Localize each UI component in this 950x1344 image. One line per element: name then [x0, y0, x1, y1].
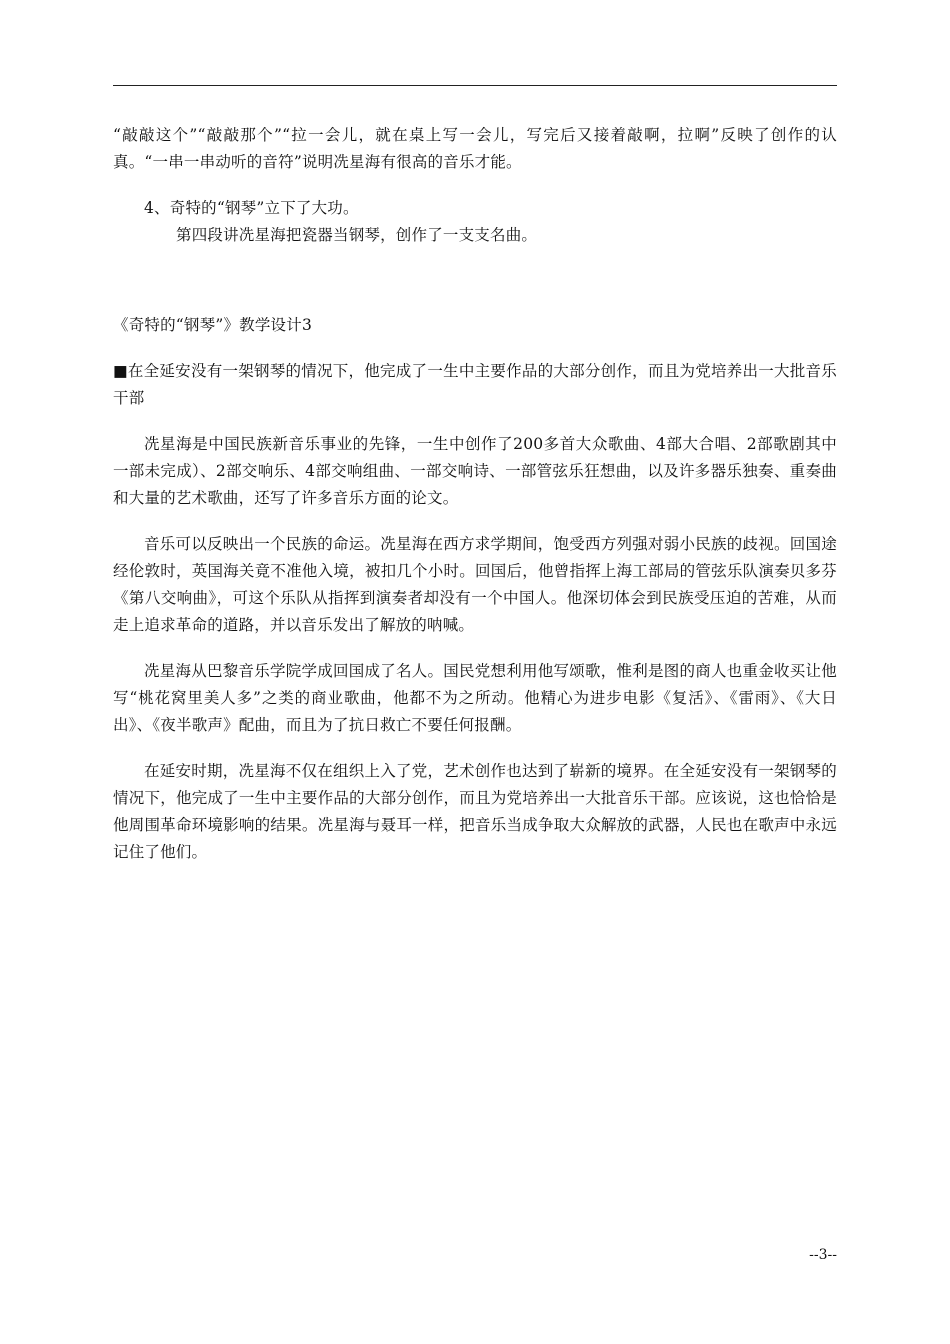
intro-paragraph: “敲敲这个”“敲敲那个”“拉一会儿，就在桌上写一会儿，写完后又接着敲啊，拉啊”反映了创作的认真。“一串一串动听的音符”说明冼星海有很高的音乐才能。 — [113, 126, 837, 171]
point-4-detail: 第四段讲冼星海把瓷器当钢琴，创作了一支支名曲。 — [176, 226, 538, 244]
body-paragraph: 冼星海从巴黎音乐学院学成回国成了名人。国民党想利用他写颂歌，惟利是图的商人也重金收买让他写“桃花窝里美人多”之类的商业歌曲，他都不为之所动。他精心为进步电影《复活》、《雷雨》、《大日出》、《夜半歌声》配曲，而且为了抗日救亡不要任何报酬。 — [113, 662, 837, 734]
document-body — [113, 122, 837, 866]
body-paragraph: 在延安时期，冼星海不仅在组织上入了党，艺术创作也达到了崭新的境界。在全延安没有一架钢琴的情况下，他完成了一生中主要作品的大部分创作，而且为党培养出一大批音乐干部。应该说，这也恰恰是他周围革命环境影响的结果。冼星海与聂耳一样，把音乐当成争取大众解放的武器，人民也在歌声中永远记住了他们。 — [113, 762, 837, 861]
header-rule — [113, 85, 837, 86]
section-title: 《奇特的“钢琴”》教学设计3 — [113, 316, 313, 334]
body-paragraph: 冼星海是中国民族新音乐事业的先锋，一生中创作了200多首大众歌曲、4部大合唱、2部歌剧其中一部未完成）、2部交响乐、4部交响组曲、一部交响诗、一部管弦乐狂想曲，以及许多器乐独奏、重奏曲和大量的艺术歌曲，还写了许多音乐方面的论文。 — [113, 435, 837, 507]
point-4-heading: 4、奇特的“钢琴”立下了大功。 — [144, 199, 359, 217]
page-number: --3-- — [809, 1247, 837, 1263]
lead-sentence: ■在全延安没有一架钢琴的情况下，他完成了一生中主要作品的大部分创作，而且为党培养出一大批音乐干部 — [113, 362, 837, 407]
body-paragraph: 音乐可以反映出一个民族的命运。冼星海在西方求学期间，饱受西方列强对弱小民族的歧视。回国途经伦敦时，英国海关竟不准他入境，被扣几个小时。回国后，他曾指挥上海工部局的管弦乐队演奏贝多芬《第八交响曲》，可这个乐队从指挥到演奏者却没有一个中国人。他深切体会到民族受压迫的苦难，从而走上追求革命的道路，并以音乐发出了解放的呐喊。 — [113, 535, 837, 634]
